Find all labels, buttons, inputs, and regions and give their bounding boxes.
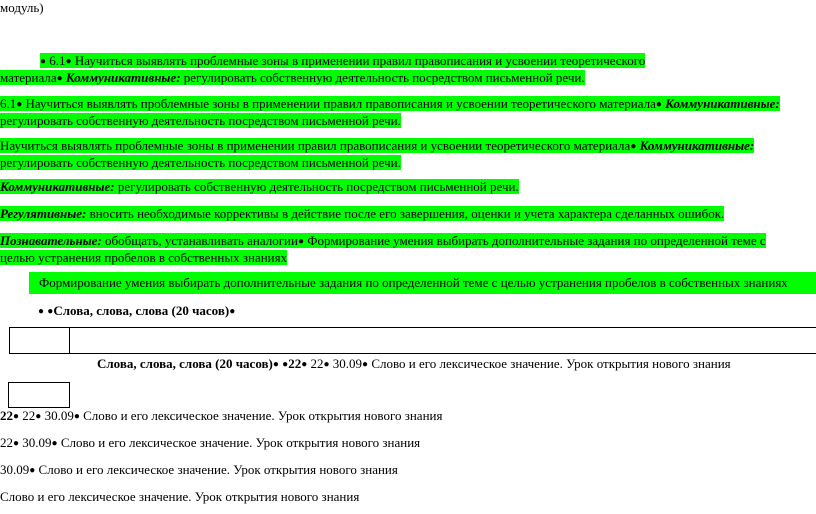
- lesson-number: 22: [0, 435, 13, 450]
- lesson-title: Слово и его лексическое значение. Урок открытия нового знания: [371, 356, 731, 371]
- section-title: Слова, слова, слова (20 часов): [97, 356, 273, 371]
- lesson-row-4: [0, 462, 398, 479]
- table-divider: [69, 327, 70, 354]
- bullet-icon: ●: [323, 359, 330, 370]
- bullet-icon: ●: [40, 56, 47, 67]
- table-row-box: [9, 327, 816, 354]
- poz-text: обобщать, устанавливать аналогии: [105, 233, 298, 248]
- lesson-number: 22: [310, 356, 324, 371]
- kom-label: Коммуникативные:: [65, 70, 181, 85]
- bullet-icon: ●: [51, 438, 58, 449]
- bullet-icon: ●: [16, 99, 23, 110]
- kom-text: регулировать собственную деятельность посредством письменной речи.: [0, 155, 401, 170]
- lesson-row-2: [0, 408, 442, 425]
- bullet-icon: ●: [38, 306, 45, 317]
- kom-text: регулировать собственную деятельность посредством письменной речи.: [117, 179, 519, 194]
- bullet-icon: ●: [297, 236, 304, 247]
- bullet-icon: ●: [282, 359, 289, 370]
- block-6: [0, 233, 816, 266]
- block-2: [0, 96, 816, 129]
- block-5-text: [0, 206, 724, 221]
- bullet-icon: ●: [35, 411, 42, 422]
- lesson-date: 30.09: [44, 408, 74, 423]
- lesson-title: Слово и его лексическое значение. Урок открытия нового знания: [0, 489, 360, 504]
- bullet-icon: ●: [655, 99, 662, 110]
- bullet-icon: ●: [301, 359, 308, 370]
- kom-text: регулировать собственную деятельность посредством письменной речи.: [183, 70, 585, 85]
- lesson-row-3: [0, 435, 420, 452]
- block-1-line-2: [0, 70, 585, 85]
- item-number: 6.1: [49, 53, 66, 68]
- goal-text: Научиться выявлять проблемные зоны в применении правил правописания и усвоении теоретического: [74, 53, 646, 68]
- lesson-number: 22: [22, 408, 36, 423]
- bullet-icon: ●: [65, 56, 72, 67]
- kom-text: регулировать собственную деятельность посредством письменной речи.: [0, 113, 401, 128]
- block-1-line-1: [40, 53, 645, 68]
- form-text: Формирование умения выбирать дополнительные задания по определенной теме с: [307, 233, 766, 248]
- lesson-number: 22: [0, 408, 13, 423]
- block-3-text: [0, 138, 754, 170]
- block-6-text: [0, 233, 766, 265]
- bullet-icon: ●: [229, 306, 236, 317]
- section-heading: [38, 303, 235, 320]
- form-text-cont: целью устранения пробелов в собственных знаниях: [0, 250, 288, 265]
- form-text: Формирование умения выбирать дополнительные задания по определенной теме с целью устранения пробелов в собственных знаниях: [39, 275, 788, 290]
- section-title: Слова, слова, слова (20 часов): [53, 303, 230, 318]
- lesson-date: 30.09: [332, 356, 363, 371]
- item-number: 6.1: [0, 96, 17, 111]
- block-3: [0, 138, 816, 171]
- table-cell-box: [8, 382, 70, 408]
- kom-label: Коммуникативные:: [639, 138, 755, 153]
- top-fragment: [0, 0, 44, 16]
- lesson-title: Слово и его лексическое значение. Урок открытия нового знания: [60, 435, 421, 450]
- reg-label: Регулятивные:: [0, 206, 87, 221]
- block-4: [0, 179, 519, 195]
- block-1: [0, 53, 645, 87]
- block-7: [29, 272, 816, 294]
- bullet-icon: ●: [29, 465, 36, 476]
- lesson-number: 22: [288, 356, 302, 371]
- goal-text-cont: материала: [0, 70, 57, 85]
- bullet-icon: ●: [272, 359, 279, 370]
- block-5: [0, 206, 724, 222]
- fragment-text: модуль): [0, 0, 44, 15]
- poz-label: Познавательные:: [0, 233, 102, 248]
- kom-label: Коммуникативные:: [665, 96, 780, 111]
- bullet-icon: ●: [13, 438, 20, 449]
- goal-text: Научиться выявлять проблемные зоны в применении правил правописания и усвоении теоретического материала: [25, 96, 656, 111]
- goal-text: Научиться выявлять проблемные зоны в применении правил правописания и усвоении теоретического материала: [0, 138, 631, 153]
- bullet-icon: ●: [630, 141, 637, 152]
- block-2-text: [0, 96, 780, 128]
- lesson-title: Слово и его лексическое значение. Урок открытия нового знания: [38, 462, 398, 477]
- lesson-row-1: [97, 356, 731, 373]
- bullet-icon: ●: [47, 306, 54, 317]
- lesson-date: 30.09: [0, 462, 30, 477]
- bullet-icon: ●: [56, 73, 63, 84]
- kom-label: Коммуникативные:: [0, 179, 115, 194]
- lesson-row-5: [0, 489, 359, 505]
- bullet-icon: ●: [73, 411, 80, 422]
- lesson-date: 30.09: [22, 435, 52, 450]
- lesson-title: Слово и его лексическое значение. Урок открытия нового знания: [83, 408, 443, 423]
- reg-text: вносить необходимые коррективы в действие после его завершения, оценки и учета характера сделанных ошибок.: [89, 206, 725, 221]
- bullet-icon: ●: [362, 359, 369, 370]
- bullet-icon: ●: [13, 411, 20, 422]
- block-4-text: [0, 179, 519, 194]
